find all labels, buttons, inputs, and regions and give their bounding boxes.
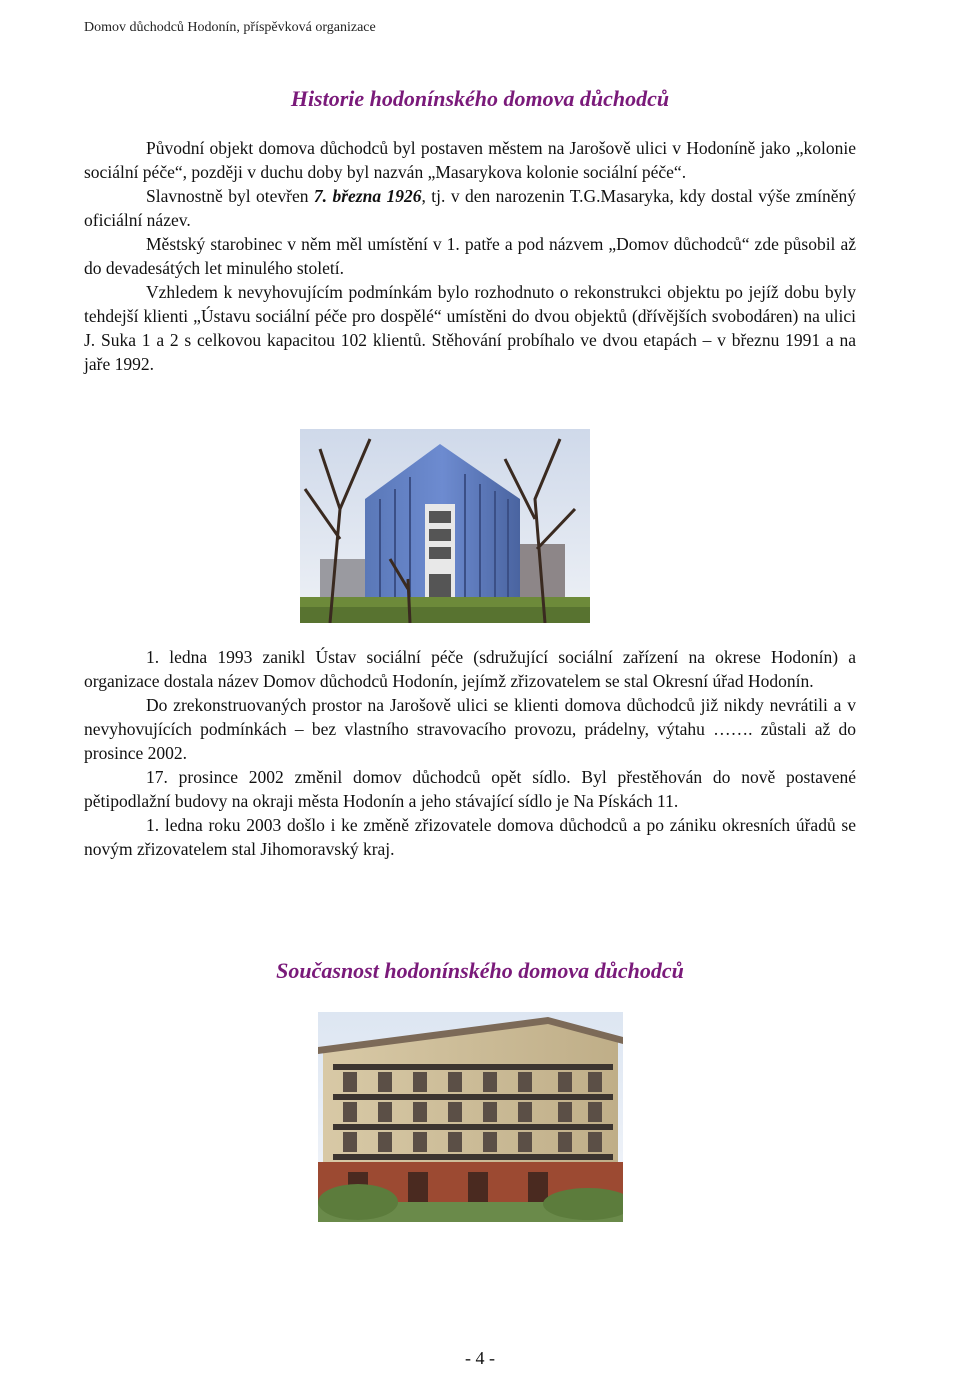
history-text bbox=[84, 136, 856, 376]
later-paragraph-1: 1. ledna 1993 zanikl Ústav sociální péče (sdružující sociální zařízení na okrese Hodonín) a organizace dostala název Domov důchodců Hodonín, jejímž zřizovatelem se stal Okresní úřad Hodonín. bbox=[84, 647, 856, 691]
history-paragraph-3: Městský starobinec v něm měl umístění v 1. patře a pod názvem „Domov důchodců“ zde působil až do devadesátých let minulého století. bbox=[84, 234, 856, 278]
page-number: - 4 - bbox=[465, 1348, 495, 1368]
history-p2-end: , tj. v den narozenin T.G.Masaryka, kdy dostal výše zmíněný oficiální název. bbox=[84, 186, 856, 230]
section-title-history: Historie hodonínského domova důchodců bbox=[290, 86, 670, 111]
history-paragraph-4: Vzhledem k nevyhovujícím podmínkám bylo rozhodnuto o rekonstrukci objektu po jejíž dobu byly tehdejší klienti „Ústavu sociální péče pro dospělé“ umístěni do dvou objektů (dřívějších svobodáren) na ulici J. Suka 1 a 2 s celkovou kapacitou 102 klientů. Stěhování probíhalo ve dvou etapách – v březnu 1991 a na jaře 1992. bbox=[84, 282, 856, 374]
later-paragraph-2: Do zrekonstruovaných prostor na Jarošově ulici se klienti domova důchodců již nikdy nevrátili a v nevyhovujících podmínkách – bez vlastního stravovacího provozu, prádelny, výtahu ……. zůstali až do prosince 2002. bbox=[84, 695, 856, 763]
old-building-photo bbox=[300, 429, 590, 623]
later-paragraph-3: 17. prosince 2002 změnil domov důchodců opět sídlo. Byl přestěhován do nově postavené pětipodlažní budovy na okraji města Hodonín a jeho stávající sídlo je Na Pískách 11. bbox=[84, 767, 856, 811]
later-paragraph-4: 1. ledna roku 2003 došlo i ke změně zřizovatele domova důchodců a po zániku okresních úřadů se novým zřizovatelem stal Jihomoravský kraj. bbox=[84, 815, 856, 859]
new-building-photo bbox=[318, 1012, 623, 1222]
opening-date: 7. března 1926 bbox=[313, 186, 422, 206]
page-header: Domov důchodců Hodonín, příspěvková organizace bbox=[84, 20, 376, 35]
history-paragraph-2 bbox=[84, 184, 856, 232]
old-building-image bbox=[300, 429, 590, 623]
new-building-image bbox=[318, 1012, 623, 1222]
history-paragraph-1: Původní objekt domova důchodců byl postaven městem na Jarošově ulici v Hodoníně jako „kolonie sociální péče“, později v duchu doby byl nazván „Masarykova kolonie sociální péče“. bbox=[84, 138, 856, 182]
later-history-text bbox=[84, 645, 856, 861]
history-p2-start: Slavnostně byl otevřen bbox=[146, 186, 314, 206]
section-title-present: Současnost hodonínského domova důchodců bbox=[276, 958, 684, 983]
